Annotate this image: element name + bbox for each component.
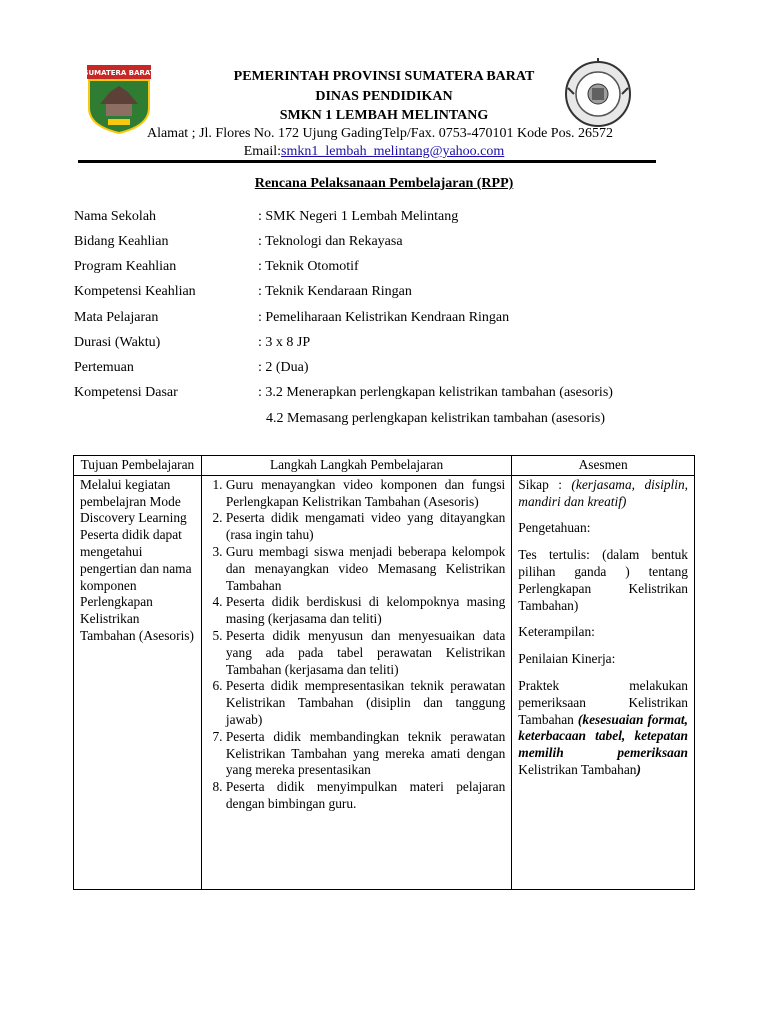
asesmen-sikap (518, 477, 688, 511)
header-address: Alamat ; Jl. Flores No. 172 Ujung GadingTelp/Fax. 0753-470101 Kode Pos. 26572 (146, 126, 614, 141)
field-value-bidang-keahlian: : Teknologi dan Rekayasa (258, 234, 403, 249)
asesmen-pengetahuan: Pengetahuan: (518, 520, 591, 536)
list-item: 6. Peserta didik mempresentasikan teknik perawatan Kelistrikan Tambahan (disiplin dan tanggung jawab) (226, 678, 505, 728)
field-value-kompetensi-dasar-2: 4.2 Memasang perlengkapan kelistrikan tambahan (asesoris) (266, 411, 606, 426)
praktek-object: Kelistrikan Tambahan (518, 761, 637, 777)
header-langkah: Langkah Langkah Pembelajaran (201, 456, 511, 476)
praktek-close: ) (636, 761, 641, 777)
praktek-text: Praktek melakukan pemeriksaan Kelistrikan Tambahan (518, 677, 688, 727)
header-email-line (0, 144, 758, 160)
field-value-kompetensi-dasar: : 3.2 Menerapkan perlengkapan kelistrikan tambahan (asesoris) (258, 385, 613, 400)
steps-list (208, 477, 505, 813)
field-label-kompetensi-keahlian: Kompetensi Keahlian (74, 284, 196, 299)
rpp-table (73, 455, 695, 890)
asesmen-cell (512, 475, 695, 889)
langkah-cell (201, 475, 511, 889)
sikap-values: (kerjasama, disiplin, mandiri dan kreatif) (518, 476, 688, 509)
field-value-durasi: : 3 x 8 JP (258, 335, 311, 350)
list-item: 2. Peserta didik mengamati video yang ditayangkan (rasa ingin tahu) (226, 510, 505, 544)
praktek-criteria: (kesesuaian format, keterbacaan tabel, ketepatan memilih pemeriksaan (518, 711, 688, 761)
list-item: 1. Guru menayangkan video komponen dan fungsi Perlengkapan Kelistrikan Tambahan (Asesoris) (226, 477, 505, 511)
field-label-program-keahlian: Program Keahlian (74, 259, 177, 274)
logo-left-text: SUMATERA BARAT (86, 69, 152, 77)
field-value-nama-sekolah: : SMK Negeri 1 Lembah Melintang (258, 209, 459, 224)
header-tujuan: Tujuan Pembelajaran (74, 456, 202, 476)
field-label-kompetensi-dasar: Kompetensi Dasar (74, 385, 178, 400)
field-label-durasi: Durasi (Waktu) (74, 335, 161, 350)
field-value-pertemuan: : 2 (Dua) (258, 360, 309, 375)
asesmen-tes: Tes tertulis: (dalam bentuk pilihan ganda ) tentang Perlengkapan Kelistrikan Tambahan) (518, 547, 688, 613)
field-label-nama-sekolah: Nama Sekolah (74, 209, 157, 224)
table-row (74, 475, 695, 889)
field-value-kompetensi-keahlian: : Teknik Kendaraan Ringan (258, 284, 412, 299)
email-link[interactable]: smkn1_lembah_melintang@yahoo.com (281, 144, 505, 159)
header-school: SMKN 1 LEMBAH MELINTANG (279, 108, 489, 123)
tujuan-cell: Melalui kegiatan pembelajran Mode Discovery Learning Peserta didik dapat mengetahui pengertian dan nama komponen Perlengkapan Kelistrikan Tambahan (Asesoris) (74, 475, 202, 889)
field-label-mata-pelajaran: Mata Pelajaran (74, 310, 159, 325)
header-asesmen: Asesmen (512, 456, 695, 476)
header-department: DINAS PENDIDIKAN (315, 89, 453, 104)
document-title: Rencana Pelaksanaan Pembelajaran (RPP) (254, 176, 514, 191)
list-item: 8. Peserta didik menyimpulkan materi pelajaran dengan bimbingan guru. (226, 779, 505, 813)
list-item: 5. Peserta didik menyusun dan menyesuaikan data yang ada pada tabel perawatan Kelistrikan Tambahan (kerjasama dan teliti) (226, 628, 505, 678)
list-item: 4. Peserta didik berdiskusi di kelompoknya masing masing (kerjasama dan teliti) (226, 594, 505, 628)
table-header-row (74, 456, 695, 476)
header-province: PEMERINTAH PROVINSI SUMATERA BARAT (233, 69, 535, 84)
email-label: Email: (243, 144, 282, 159)
list-item: 7. Peserta didik membandingkan teknik perawatan Kelistrikan Tambahan yang mereka amati dengan yang mereka presentasikan (226, 729, 505, 779)
asesmen-keterampilan: Keterampilan: (518, 624, 595, 640)
sikap-label: Sikap : (518, 476, 572, 492)
asesmen-praktek (518, 678, 688, 779)
header-divider (78, 160, 656, 163)
field-label-bidang-keahlian: Bidang Keahlian (74, 234, 169, 249)
field-value-mata-pelajaran: : Pemeliharaan Kelistrikan Kendraan Ringan (258, 310, 510, 325)
field-value-program-keahlian: : Teknik Otomotif (258, 259, 359, 274)
field-label-pertemuan: Pertemuan (74, 360, 134, 375)
list-item: 3. Guru membagi siswa menjadi beberapa kelompok dan menayangkan video Memasang Kelistrikan Tambahan (226, 544, 505, 594)
asesmen-penilaian: Penilaian Kinerja: (518, 651, 616, 667)
